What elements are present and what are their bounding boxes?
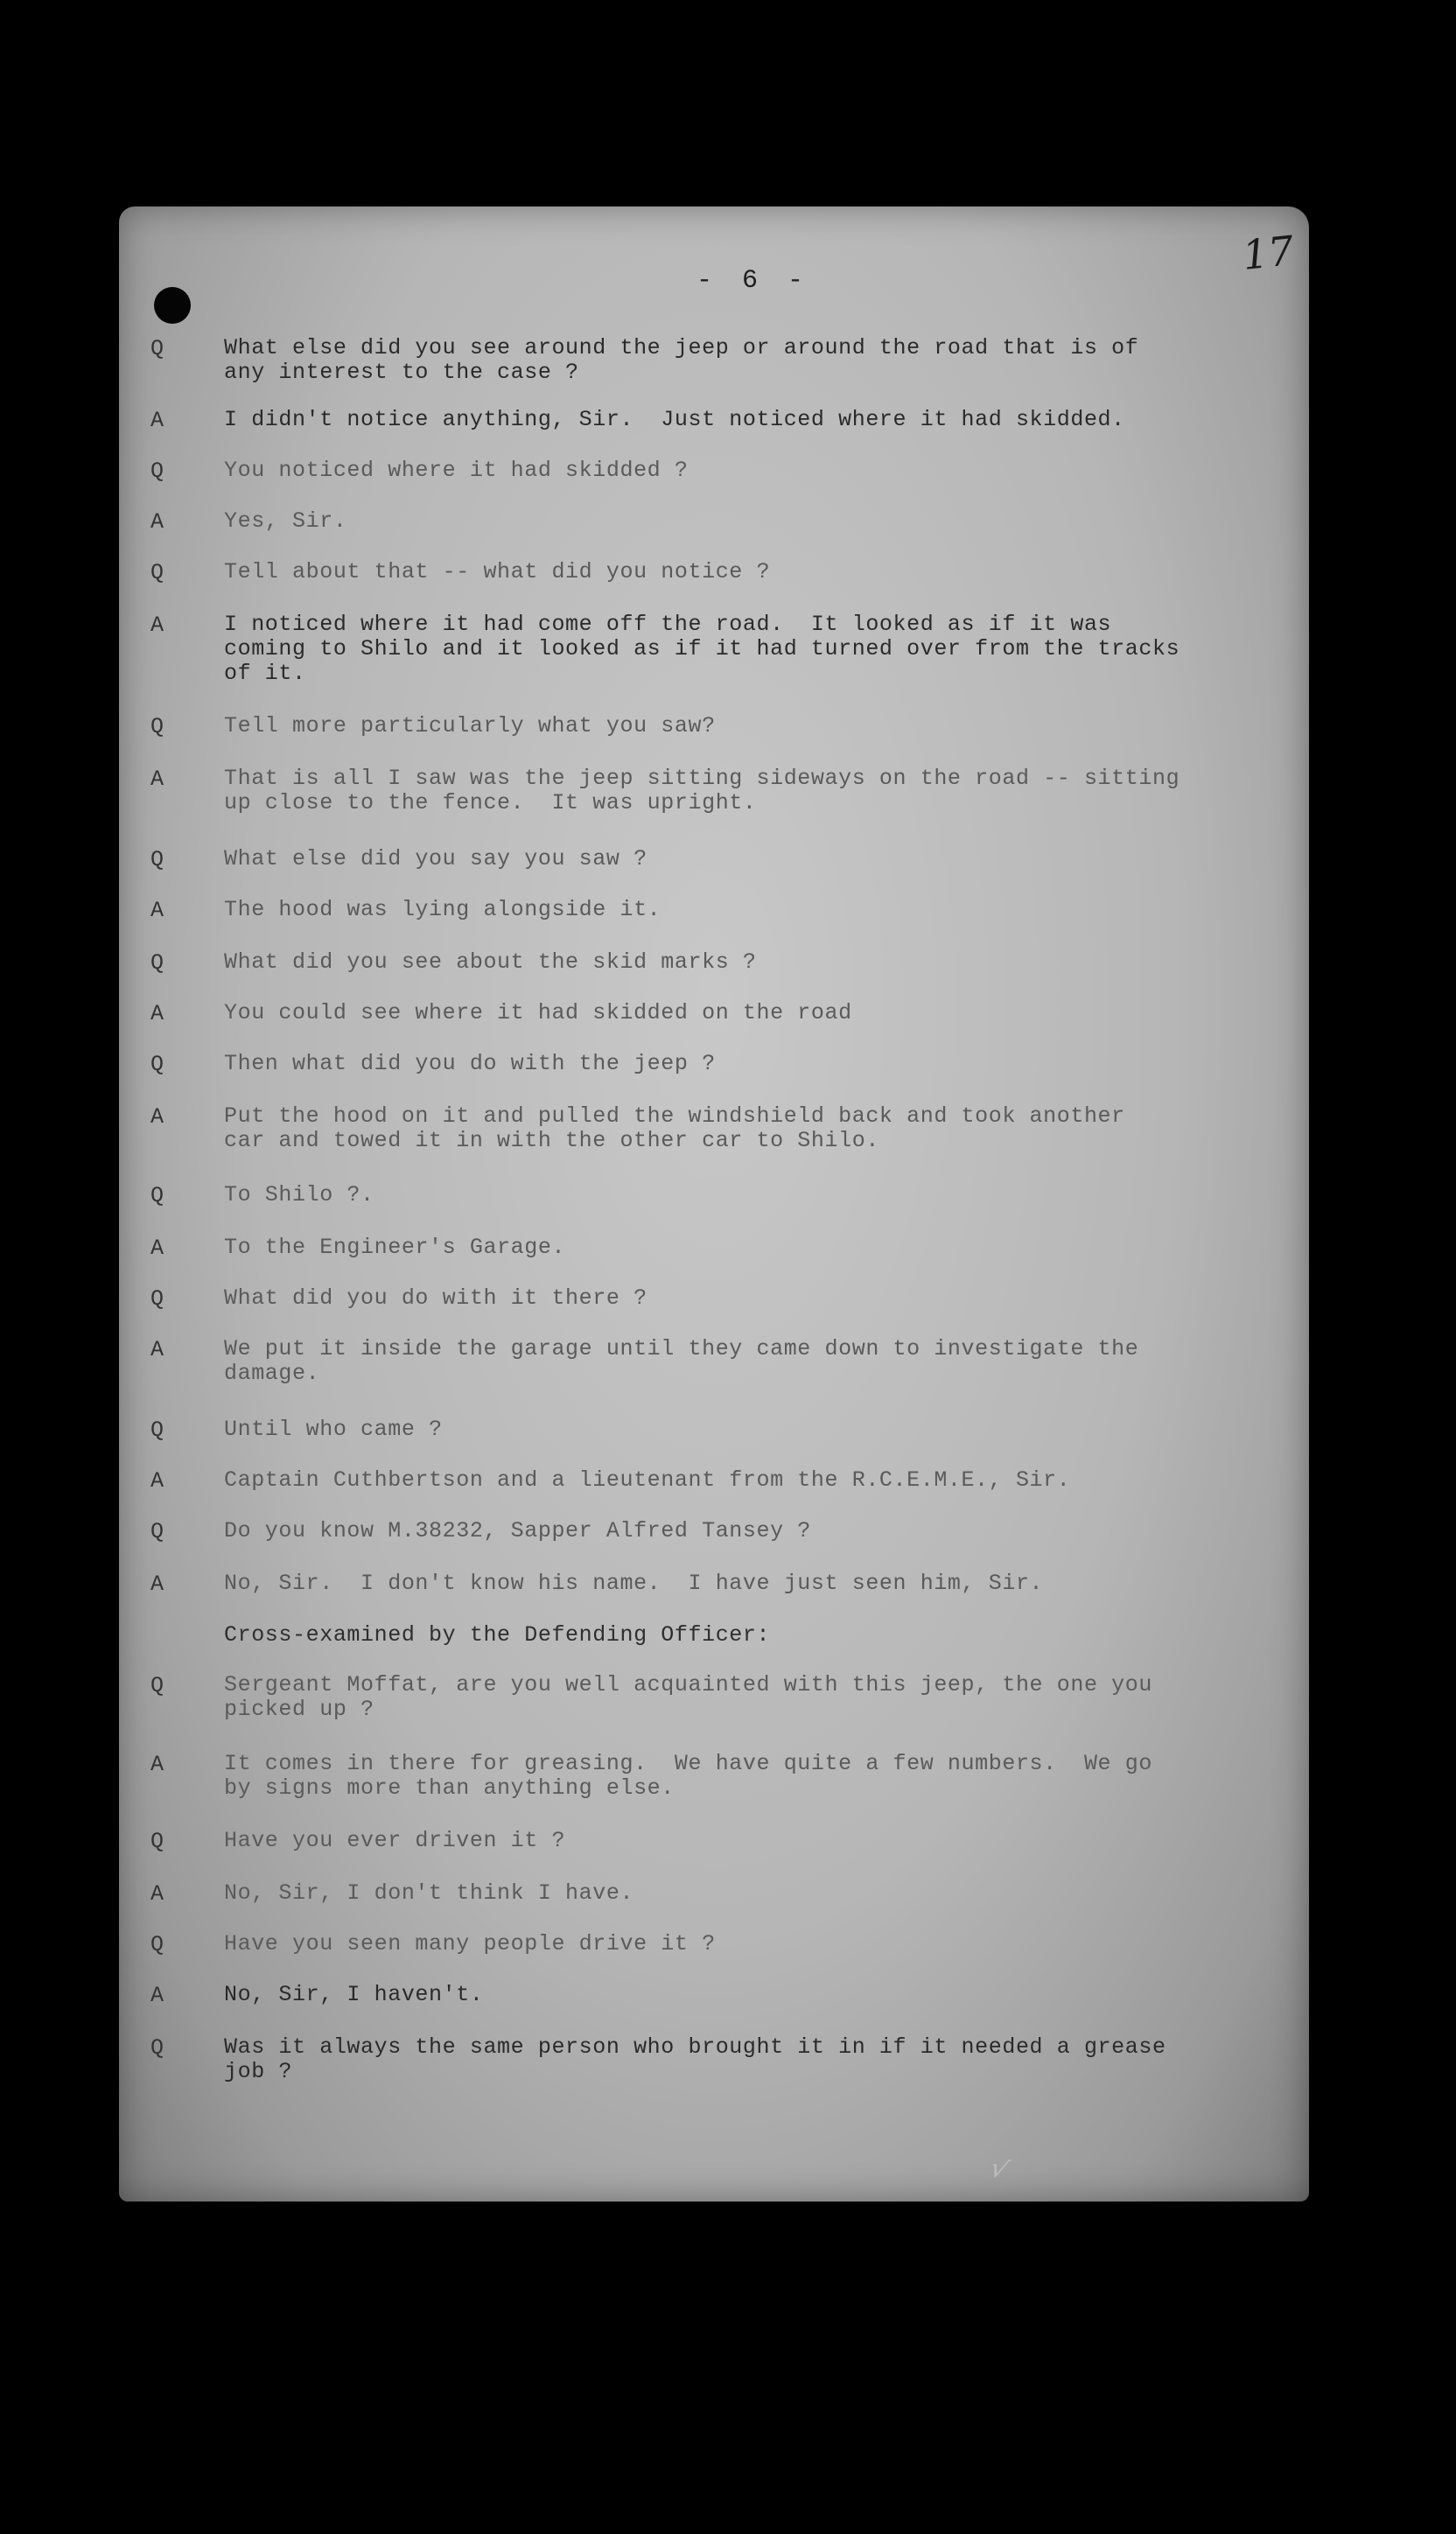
- speaker-label: Q: [150, 1673, 164, 1698]
- testimony-text: Until who came ?: [224, 1417, 443, 1442]
- handwritten-archive-number: 17: [1240, 227, 1297, 279]
- speaker-label: Q: [150, 1286, 164, 1312]
- speaker-label: A: [150, 1468, 164, 1494]
- speaker-label: A: [150, 1001, 164, 1026]
- speaker-label: Q: [150, 458, 164, 484]
- speaker-label: A: [150, 509, 164, 535]
- testimony-text: What else did you see around the jeep or around the road that is of any interest to the case ?: [224, 335, 1139, 385]
- testimony-text: Tell more particularly what you saw?: [224, 713, 716, 738]
- document-page: [119, 206, 1309, 2202]
- speaker-label: Q: [150, 2035, 164, 2061]
- speaker-label: Q: [150, 336, 164, 361]
- speaker-label: A: [150, 1337, 164, 1362]
- testimony-text: We put it inside the garage until they came down to investigate the damage.: [224, 1336, 1139, 1386]
- speaker-label: Q: [150, 1418, 164, 1443]
- testimony-text: You could see where it had skidded on the road: [224, 1000, 852, 1026]
- testimony-text: Do you know M.38232, Sapper Alfred Tansey ?: [224, 1518, 811, 1544]
- testimony-text: I didn't notice anything, Sir. Just noticed where it had skidded.: [224, 407, 1125, 432]
- speaker-label: A: [150, 898, 164, 923]
- testimony-text: Put the hood on it and pulled the windshield back and took another car and towed it in with the other car to Shilo.: [224, 1103, 1125, 1153]
- testimony-text: No, Sir, I don't think I have.: [224, 1880, 634, 1906]
- testimony-text: Tell about that -- what did you notice ?: [224, 559, 771, 584]
- testimony-text: What did you do with it there ?: [224, 1285, 648, 1311]
- page-number: - 6 -: [696, 266, 811, 296]
- speaker-label: Q: [150, 1519, 164, 1544]
- speaker-label: Q: [150, 714, 164, 739]
- stray-mark: √: [985, 2152, 1012, 2188]
- speaker-label: A: [150, 408, 164, 433]
- speaker-label: A: [150, 1236, 164, 1261]
- testimony-text: It comes in there for greasing. We have quite a few numbers. We go by signs more than anything else.: [224, 1751, 1152, 1801]
- testimony-text: Was it always the same person who brought it in if it needed a grease job ?: [224, 2034, 1166, 2084]
- speaker-label: Q: [150, 1829, 164, 1854]
- testimony-text: To Shilo ?.: [224, 1182, 374, 1208]
- speaker-label: Q: [150, 1183, 164, 1208]
- speaker-label: A: [150, 612, 164, 638]
- speaker-label: Q: [150, 560, 164, 585]
- speaker-label: A: [150, 1983, 164, 2008]
- testimony-text: The hood was lying alongside it.: [224, 897, 662, 922]
- speaker-label: Q: [150, 950, 164, 976]
- speaker-label: A: [150, 1104, 164, 1130]
- testimony-text: What did you see about the skid marks ?: [224, 949, 757, 975]
- testimony-text: I noticed where it had come off the road. It looked as if it was coming to Shilo and it looked as if it had turned over from the tracks of it.: [224, 612, 1180, 686]
- testimony-text: What else did you say you saw ?: [224, 846, 648, 872]
- testimony-text: Yes, Sir.: [224, 508, 347, 534]
- punch-hole: [154, 287, 191, 324]
- testimony-text: You noticed where it had skidded ?: [224, 458, 689, 483]
- testimony-text: Captain Cuthbertson and a lieutenant from the R.C.E.M.E., Sir.: [224, 1467, 1071, 1493]
- testimony-text: Have you seen many people drive it ?: [224, 1931, 716, 1956]
- speaker-label: Q: [150, 847, 164, 872]
- testimony-text: Sergeant Moffat, are you well acquainted with this jeep, the one you picked up ?: [224, 1672, 1152, 1722]
- speaker-label: A: [150, 1572, 164, 1597]
- testimony-text: Have you ever driven it ?: [224, 1828, 566, 1853]
- speaker-label: A: [150, 1881, 164, 1907]
- speaker-label: A: [150, 1752, 164, 1777]
- speaker-label: Q: [150, 1932, 164, 1957]
- cross-examination-heading: Cross-examined by the Defending Officer:: [224, 1622, 771, 1648]
- testimony-text: No, Sir. I don't know his name. I have just seen him, Sir.: [224, 1571, 1044, 1596]
- testimony-text: That is all I saw was the jeep sitting sideways on the road -- sitting up close to the fence. It was upright.: [224, 766, 1180, 816]
- speaker-label: A: [150, 766, 164, 792]
- speaker-label: Q: [150, 1052, 164, 1077]
- testimony-text: To the Engineer's Garage.: [224, 1235, 566, 1260]
- testimony-text: Then what did you do with the jeep ?: [224, 1051, 716, 1076]
- testimony-text: No, Sir, I haven't.: [224, 1982, 484, 2007]
